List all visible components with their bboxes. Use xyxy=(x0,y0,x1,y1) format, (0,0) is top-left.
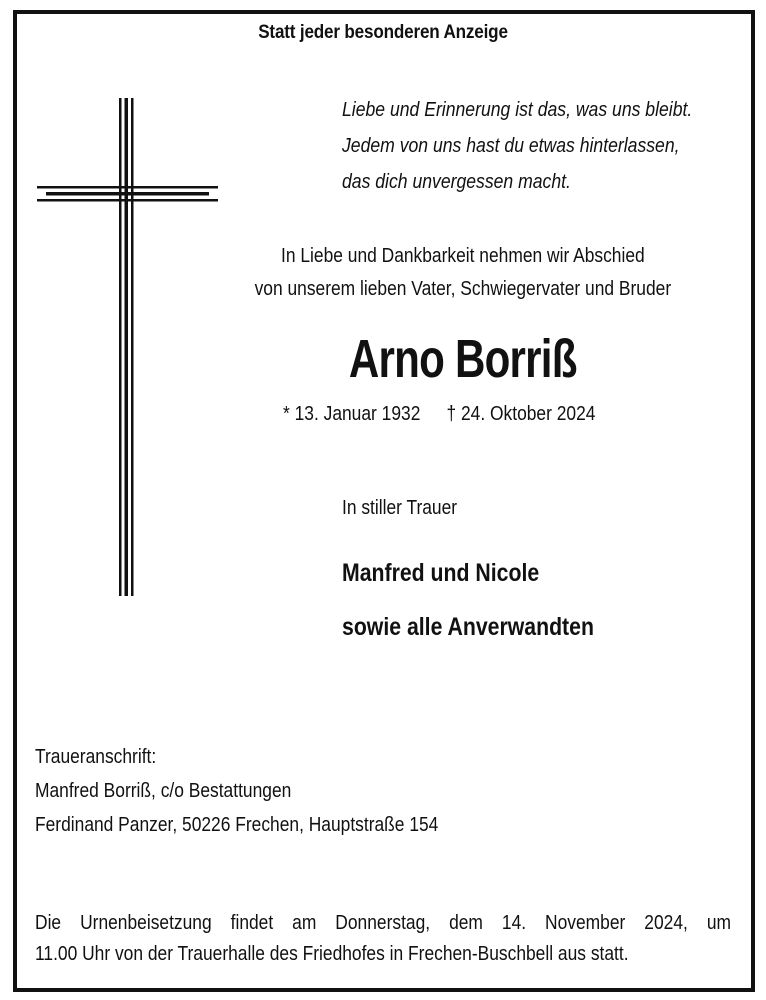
notice-line: 11.00 Uhr von der Trauerhalle des Friedhofes in Frechen-Buschbell aus statt. xyxy=(35,943,629,965)
farewell-intro xyxy=(58,240,766,306)
notice-line: Die Urnenbeisetzung findet am Donnerstag, dem 14. November 2024, um xyxy=(35,912,731,934)
mourner-line: Manfred und Nicole xyxy=(342,559,540,587)
mourners-list xyxy=(342,546,594,654)
quote-line: Liebe und Erinnerung ist das, was uns bleibt. xyxy=(342,99,693,121)
quote xyxy=(342,92,692,200)
mourner-line: sowie alle Anverwandten xyxy=(342,613,594,641)
life-dates xyxy=(283,403,595,426)
mourning-intro: In stiller Trauer xyxy=(342,497,458,519)
birth-date: * 13. Januar 1932 xyxy=(283,403,421,425)
address-line: Ferdinand Panzer, 50226 Frechen, Hauptstraße 154 xyxy=(35,814,439,836)
death-date: † 24. Oktober 2024 xyxy=(446,403,596,425)
address-line: Traueranschrift: xyxy=(35,746,157,768)
intro-line: von unserem lieben Vater, Schwiegervater und Bruder xyxy=(254,278,672,300)
mourning-address xyxy=(35,740,438,842)
deceased-name: Arno Borriß xyxy=(348,329,577,389)
address-line: Manfred Borriß, c/o Bestattungen xyxy=(35,780,292,802)
intro-line: In Liebe und Dankbarkeit nehmen wir Abschied xyxy=(281,245,645,267)
page-title: Statt jeder besonderen Anzeige xyxy=(258,22,508,43)
quote-line: das dich unvergessen macht. xyxy=(342,171,571,193)
quote-line: Jedem von uns hast du etwas hinterlassen, xyxy=(342,135,680,157)
burial-notice xyxy=(35,908,731,970)
